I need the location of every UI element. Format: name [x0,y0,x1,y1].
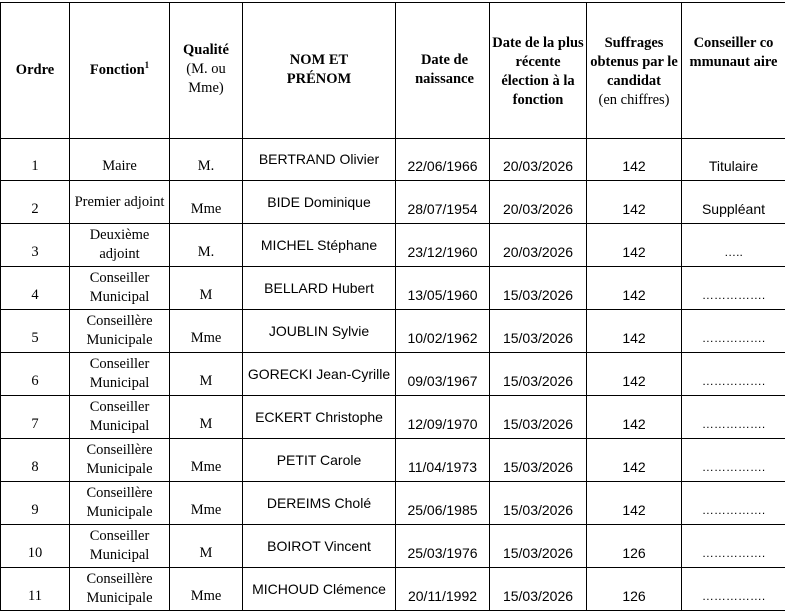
table-row [1,396,785,439]
cell-suffrages: 142 [587,139,682,181]
cell-qualite: M. [170,224,243,267]
cell-election: 15/03/2026 [490,396,587,439]
table-row [1,224,785,267]
cell-naissance: 11/04/1973 [396,439,490,482]
cell-election: 20/03/2026 [490,181,587,224]
cell-fonction: Deuxième adjoint [70,224,170,267]
cell-conseiller: ….. [682,224,785,267]
cell-ordre: 4 [1,267,70,310]
header-nom: NOM ET PRÉNOM [243,3,396,139]
cell-suffrages: 142 [587,310,682,353]
cell-naissance: 25/03/1976 [396,525,490,568]
table-row [1,568,785,611]
cell-suffrages: 142 [587,224,682,267]
cell-qualite: Mme [170,482,243,525]
cell-nom: BELLARD Hubert [243,267,396,310]
cell-conseiller: ……………. [682,439,785,482]
cell-election: 15/03/2026 [490,568,587,611]
cell-suffrages: 142 [587,482,682,525]
cell-fonction: Conseiller Municipal [70,396,170,439]
table-row [1,267,785,310]
cell-suffrages: 142 [587,181,682,224]
cell-conseiller: Suppléant [682,181,785,224]
cell-suffrages: 126 [587,525,682,568]
cell-fonction: Maire [70,139,170,181]
cell-qualite: Mme [170,181,243,224]
table-row [1,181,785,224]
cell-election: 15/03/2026 [490,353,587,396]
cell-naissance: 13/05/1960 [396,267,490,310]
cell-nom: JOUBLIN Sylvie [243,310,396,353]
cell-ordre: 9 [1,482,70,525]
table-body [1,139,785,611]
elected-officials-table [0,2,785,611]
cell-naissance: 23/12/1960 [396,224,490,267]
cell-nom: PETIT Carole [243,439,396,482]
cell-fonction: Conseillère Municipale [70,568,170,611]
cell-fonction: Conseiller Municipal [70,525,170,568]
cell-conseiller: ……………. [682,482,785,525]
cell-nom: BIDE Dominique [243,181,396,224]
header-ordre: Ordre [1,3,70,139]
cell-naissance: 12/09/1970 [396,396,490,439]
footnote-marker: 1 [144,60,150,71]
cell-qualite: Mme [170,310,243,353]
cell-qualite: M [170,353,243,396]
cell-fonction: Conseiller Municipal [70,267,170,310]
cell-naissance: 09/03/1967 [396,353,490,396]
header-fonction: Fonction$^1$ [70,3,170,139]
cell-election: 15/03/2026 [490,482,587,525]
cell-ordre: 2 [1,181,70,224]
cell-fonction: Conseillère Municipale [70,310,170,353]
cell-ordre: 6 [1,353,70,396]
cell-suffrages: 142 [587,267,682,310]
table-row [1,439,785,482]
header-qualite: Qualité (M. ou Mme) [170,3,243,139]
cell-naissance: 25/06/1985 [396,482,490,525]
table-row [1,525,785,568]
cell-fonction: Conseillère Municipale [70,439,170,482]
cell-ordre: 5 [1,310,70,353]
cell-election: 20/03/2026 [490,224,587,267]
cell-qualite: M [170,525,243,568]
cell-ordre: 3 [1,224,70,267]
cell-ordre: 10 [1,525,70,568]
cell-nom: BOIROT Vincent [243,525,396,568]
cell-suffrages: 126 [587,568,682,611]
cell-election: 15/03/2026 [490,525,587,568]
cell-suffrages: 142 [587,353,682,396]
cell-conseiller: ……………. [682,396,785,439]
cell-election: 15/03/2026 [490,310,587,353]
cell-fonction: Conseillère Municipale [70,482,170,525]
cell-nom: BERTRAND Olivier [243,139,396,181]
cell-qualite: Mme [170,568,243,611]
cell-suffrages: 142 [587,439,682,482]
table-row [1,310,785,353]
cell-conseiller: ……………. [682,310,785,353]
cell-election: 20/03/2026 [490,139,587,181]
header-suffrages: Suffrages obtenus par le candidat (en chiffres) [587,3,682,139]
table-row [1,482,785,525]
header-conseiller: Conseiller communaut aire [682,3,785,139]
cell-naissance: 20/11/1992 [396,568,490,611]
cell-election: 15/03/2026 [490,267,587,310]
cell-ordre: 7 [1,396,70,439]
cell-conseiller: Titulaire [682,139,785,181]
cell-qualite: Mme [170,439,243,482]
header-qualite-sub: (M. ou Mme) [186,61,226,96]
cell-election: 15/03/2026 [490,439,587,482]
header-suffrages-sub: (en chiffres) [598,92,670,108]
table-row [1,353,785,396]
cell-conseiller: ……………. [682,525,785,568]
cell-conseiller: ……………. [682,267,785,310]
cell-ordre: 8 [1,439,70,482]
cell-nom: ECKERT Christophe [243,396,396,439]
table-row [1,139,785,181]
cell-qualite: M. [170,139,243,181]
cell-fonction: Conseiller Municipal [70,353,170,396]
cell-conseiller: ……………. [682,568,785,611]
cell-conseiller: ……………. [682,353,785,396]
header-election: Date de la plus récente élection à la fonction [490,3,587,139]
cell-nom: DEREIMS Cholé [243,482,396,525]
cell-qualite: M [170,396,243,439]
cell-suffrages: 142 [587,396,682,439]
cell-nom: MICHEL Stéphane [243,224,396,267]
cell-naissance: 22/06/1966 [396,139,490,181]
cell-nom: MICHOUD Clémence [243,568,396,611]
cell-naissance: 28/07/1954 [396,181,490,224]
cell-ordre: 11 [1,568,70,611]
cell-naissance: 10/02/1962 [396,310,490,353]
cell-ordre: 1 [1,139,70,181]
cell-nom: GORECKI Jean-Cyrille [243,353,396,396]
header-naissance: Date de naissance [396,3,490,139]
cell-fonction: Premier adjoint [70,181,170,224]
cell-qualite: M [170,267,243,310]
table-header-row [1,3,785,139]
